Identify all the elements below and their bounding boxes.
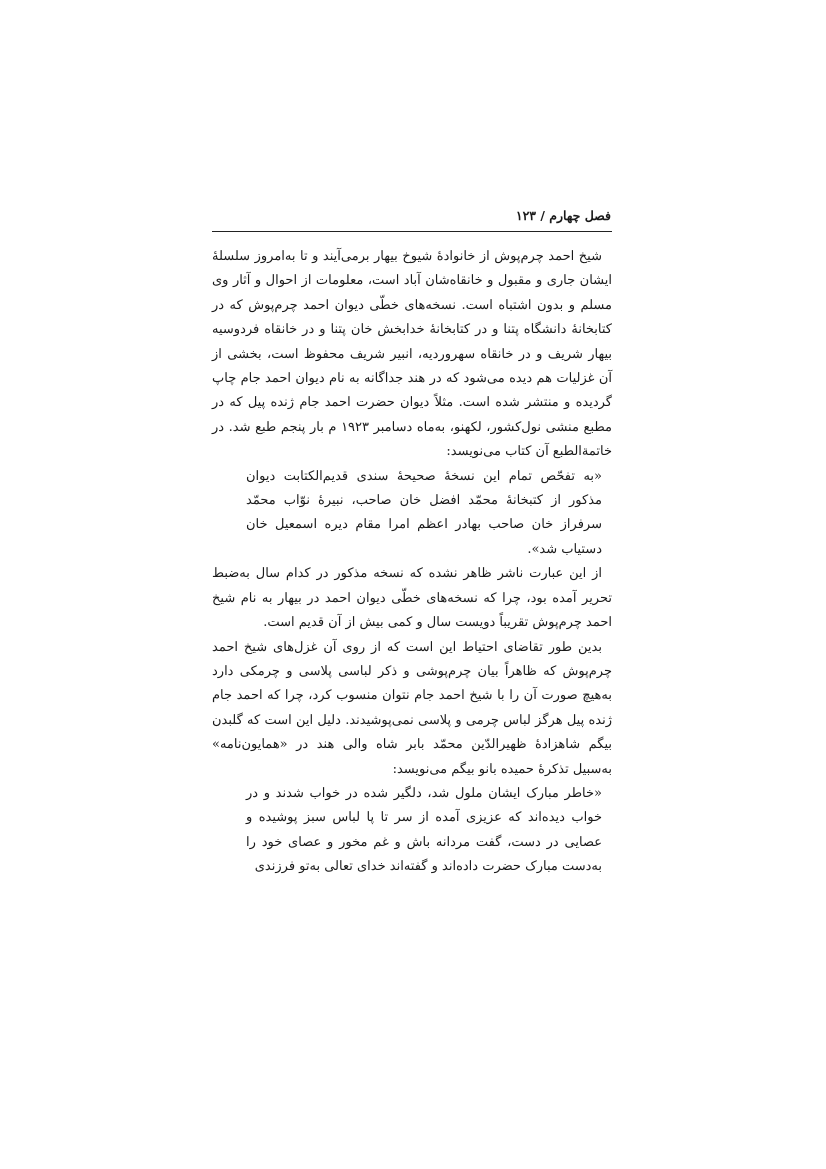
paragraph-2: از این عبارت ناشر ظاهر نشده که نسخه مذکور در کدام سال به‌ضبط تحریر آمده بود، چرا که نسخه‌های خطّی دیوان احمد در بیهار به نام شیخ احمد چرم‌پوش تقریباً دویست سال و کمی بیش از آن قدیم است. [212,566,612,631]
page-body [212,245,612,880]
block-quote-1: «به تفحّص تمام این نسخهٔ صحیحهٔ سندی قدیم‌الکتابت دیوان مذکور از کتبخانهٔ محمّد افضل خان صاحب، نبیرهٔ نوّاب محمّد سرفراز خان صاحب بهادر اعظم امرا مقام دیره اسمعیل خان دستیاب شد». [246,468,602,557]
block-quote-2: «خاطر مبارک ایشان ملول شد، دلگیر شده در خواب شدند و در خواب دیده‌اند که عزیزی آمده از سر تا پا لباس سبز پوشیده و عصایی در دست، گفت مردانه باش و غم مخور و عصای خود را به‌دست مبارک حضرت داده‌اند و گفته‌اند خدای تعالی به‌تو فرزندی [246,785,602,875]
paragraph-3: بدین طور تقاضای احتیاط این است که از روی آن غزل‌های شیخ احمد چرم‌پوش که ظاهراً بیان چرم‌پوشی و ذکر لباسی پلاسی و چرمکی دارد به‌هیچ صورت آن را با شیخ احمد جام نتوان منسوب کرد، چرا که احمد جام ژنده پیل هرگز لباس چرمی و پلاسی نمی‌پوشیدند. دلیل این است که گلبدن بیگم شاهزادهٔ ظهیرالدّین محمّد بابر شاه والی هند در «همایون‌نامه» به‌سبیل تذکرهٔ حمیده بانو بیگم می‌نویسد: [212,639,612,777]
running-header: فصل چهارم / ۱۲۳ [515,208,611,223]
paragraph-1: شیخ احمد چرم‌پوش از خانوادهٔ شیوخ بیهار برمی‌آیند و تا به‌امروز سلسلهٔ ایشان جاری و مقبول و خانقاه‌شان آباد است، معلومات از احوال و آثار وی مسلم و بدون اشتباه است. نسخه‌های خطّی دیوان احمد چرم‌پوش که در کتابخانهٔ دانشگاه پتنا و در کتابخانهٔ خدابخش خان پتنا و در خانقاه فردوسیه بیهار شریف و در خانقاه سهروردیه، انبیر شریف محفوظ است، بخشی از آن غزلیات هم دیده می‌شود که در هند جداگانه به نام دیوان احمد جام چاپ گردیده و منتشر شده است. مثلاً دیوان حضرت احمد جام ژنده پیل که در مطبع منشی نول‌کشور، لکهنو، به‌ماه دسامبر ۱۹۲۳ م بار پنجم طبع شد. در خاتمةالطبع آن کتاب می‌نویسد: [212,249,612,460]
header-rule [212,231,612,232]
book-page [212,205,612,880]
